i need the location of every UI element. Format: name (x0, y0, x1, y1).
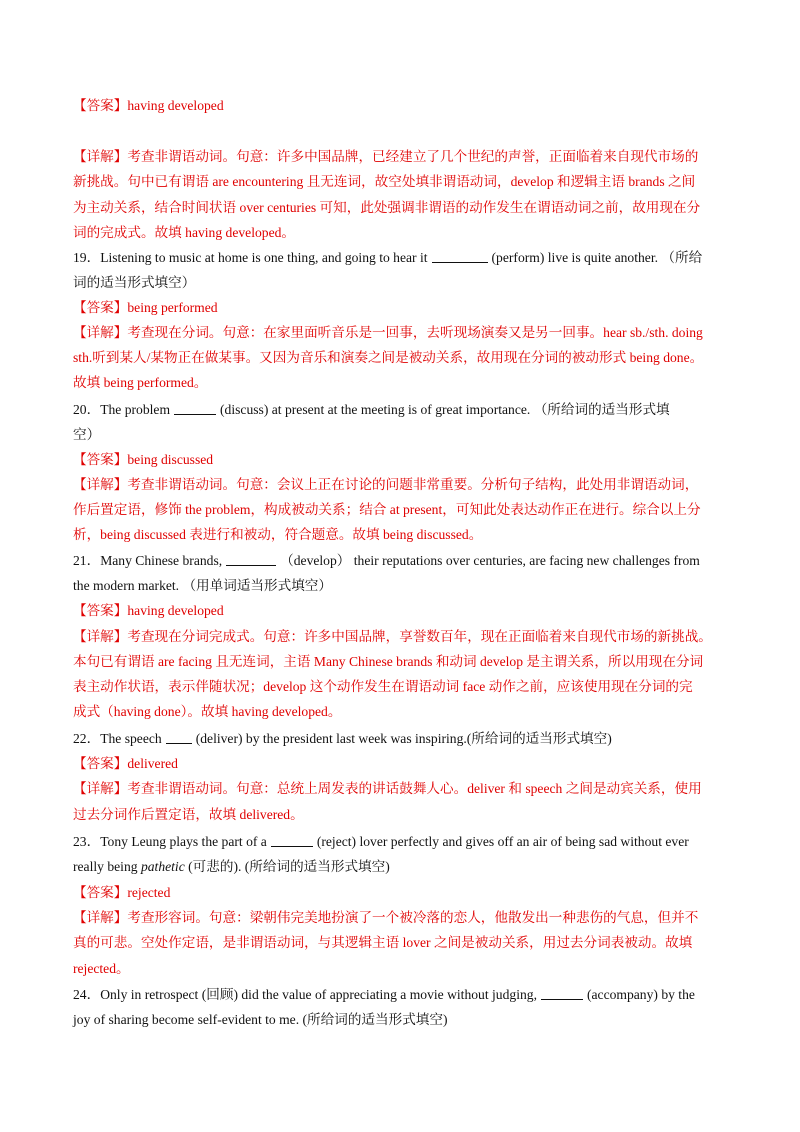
question-line: 词的适当形式填空） (73, 275, 196, 290)
question-number: 20． (73, 402, 101, 417)
answer-label: 【答案】being performed (73, 300, 218, 315)
question-line: joy of sharing become self-evident to me. (所给词的适当形式填空) (73, 1012, 448, 1027)
question-line: the modern market. （用单词适当形式填空） (73, 578, 332, 593)
answer-blank (541, 985, 583, 1000)
question-number: 22． (73, 731, 101, 746)
detail-line: 【详解】考查非谓语动词。句意：会议上正在讨论的问题非常重要。分析句子结构，此处用非谓语动词， (73, 477, 699, 492)
question-24: 24．Only in retrospect (回顾) did the value of appreciating a movie without judging, (accompany) by the (73, 987, 695, 1002)
question-21: 21．Many Chinese brands, （develop） their reputations over centuries, are facing new challenges from (73, 553, 700, 568)
question-number: 19． (73, 250, 101, 265)
detail-line: 【详解】考查现在分词。句意：在家里面听音乐是一回事，去听现场演奏又是另一回事。hear sb./sth. doing (73, 325, 703, 340)
detail-line: 成式（having done）。故填 having developed。 (73, 704, 342, 719)
detail-line: 【详解】考查非谓语动词。句意：许多中国品牌，已经建立了几个世纪的声誉，正面临着来自现代市场的 (73, 149, 699, 164)
question-line: really being pathetic (可悲的). (所给词的适当形式填空) (73, 859, 390, 874)
question-19: 19．Listening to music at home is one thing, and going to hear it (perform) live is quite another. （所给 (73, 250, 703, 265)
detail-line: rejected。 (73, 961, 130, 976)
detail-line: 【详解】考查非谓语动词。句意：总统上周发表的讲话鼓舞人心。deliver 和 speech 之间是动宾关系，使用 (73, 781, 702, 796)
answer-blank (174, 400, 216, 415)
answer-blank (432, 248, 488, 263)
answer-blank (271, 832, 313, 847)
detail-line: 真的可悲。空处作定语，是非谓语动词，与其逻辑主语 lover 之间是被动关系，用过去分词表被动。故填 (73, 935, 693, 950)
answer-blank (166, 729, 192, 744)
answer-label: 【答案】having developed (73, 98, 224, 113)
question-20: 20．The problem (discuss) at present at the meeting is of great importance. （所给词的适当形式填 (73, 402, 670, 417)
answer-blank (226, 551, 276, 566)
answer-label: 【答案】having developed (73, 603, 224, 618)
answer-label: 【答案】rejected (73, 885, 171, 900)
question-number: 21． (73, 553, 101, 568)
question-line: 空） (73, 427, 101, 442)
answer-label: 【答案】delivered (73, 756, 178, 771)
detail-line: 作后置定语，修饰 the problem，构成被动关系；结合 at present，可知此处表达动作正在进行。综合以上分 (73, 502, 701, 517)
detail-line: 【详解】考查形容词。句意：梁朝伟完美地扮演了一个被冷落的恋人，他散发出一种悲伤的气息，但并不 (73, 910, 699, 925)
question-22: 22．The speech (deliver) by the president last week was inspiring.(所给词的适当形式填空) (73, 731, 612, 746)
detail-line: sth.听到某人/某物正在做某事。又因为音乐和演奏之间是被动关系，故用现在分词的被动形式 being done。 (73, 350, 704, 365)
detail-line: 新挑战。句中已有谓语 are encountering 且无连词，故空处填非谓语动词，develop 和逻辑主语 brands 之间 (73, 174, 696, 189)
detail-line: 过去分词作后置定语，故填 delivered。 (73, 807, 304, 822)
answer-label: 【答案】being discussed (73, 452, 214, 467)
detail-line: 本句已有谓语 are facing 且无连词，主语 Many Chinese brands 和动词 develop 是主谓关系，所以用现在分词 (73, 654, 704, 669)
question-number: 23． (73, 834, 101, 849)
detail-line: 故填 being performed。 (73, 375, 208, 390)
detail-line: 析，being discussed 表进行和被动，符合题意。故填 being discussed。 (73, 527, 483, 542)
question-23: 23．Tony Leung plays the part of a (reject) lover perfectly and gives off an air of being sad without ever (73, 834, 689, 849)
detail-line: 表主动作状语，表示伴随状况；develop 这个动作发生在谓语动词 face 动作之前，应该使用现在分词的完 (73, 679, 693, 694)
detail-line: 为主动关系，结合时间状语 over centuries 可知，此处强调非谓语的动作发生在谓语动词之前，故用现在分 (73, 200, 701, 215)
detail-line: 【详解】考查现在分词完成式。句意：许多中国品牌，享誉数百年，现在正面临着来自现代市场的新挑战。 (73, 629, 712, 644)
detail-line: 词的完成式。故填 having developed。 (73, 225, 295, 240)
question-number: 24． (73, 987, 101, 1002)
